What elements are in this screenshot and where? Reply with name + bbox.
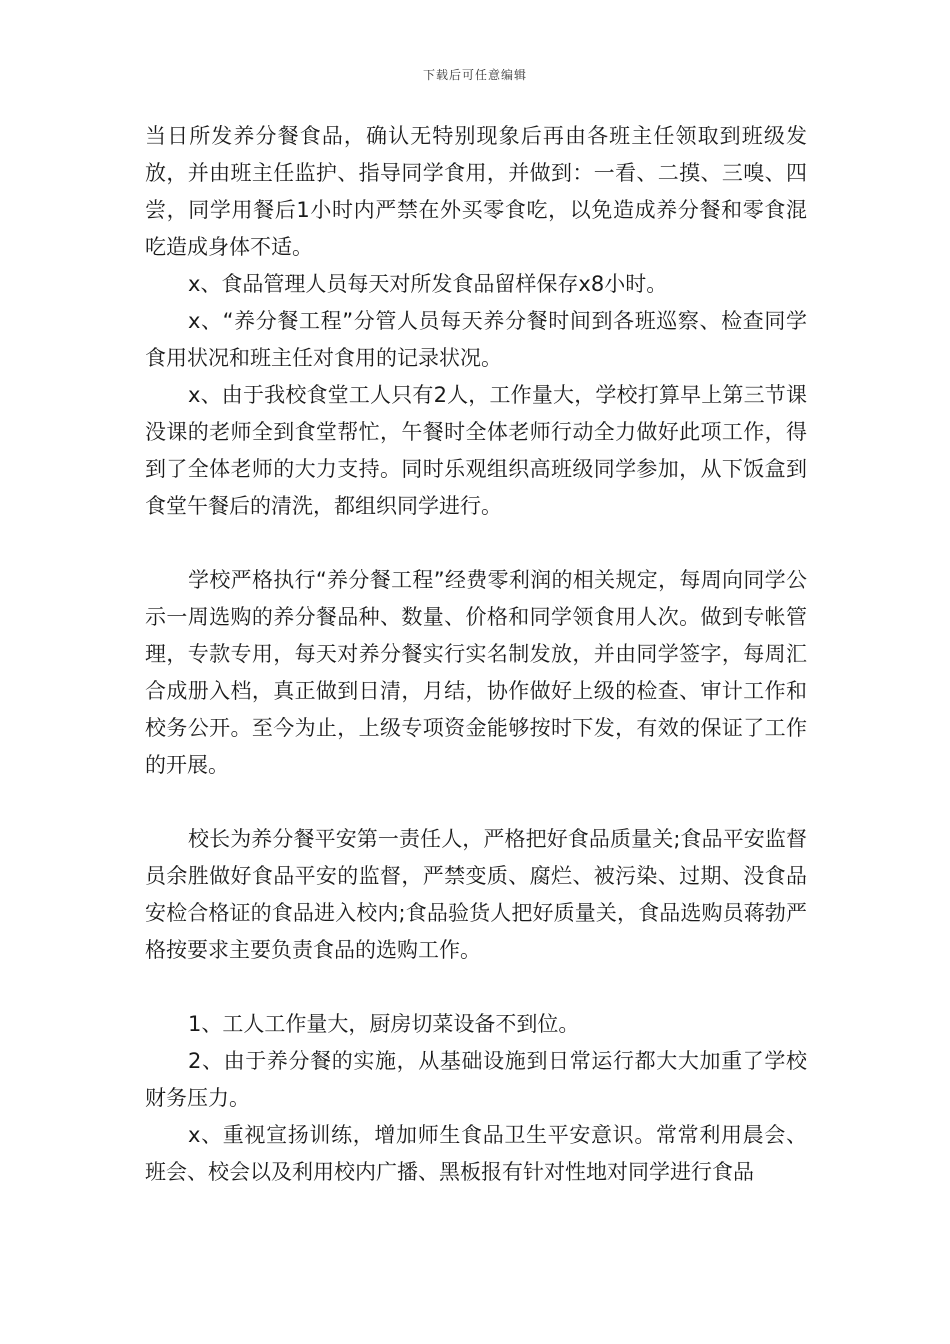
paragraph-spacer	[145, 525, 807, 562]
list-item-1: 1、工人工作量大，厨房切菜设备不到位。	[188, 1012, 580, 1036]
list-item-2: 2、由于养分餐的实施，从基础设施到日常运行都大大加重了学校财务压力。	[145, 1049, 807, 1110]
document-body	[145, 118, 807, 1191]
paragraph-2: x、食品管理人员每天对所发食品留样保存x8小时。	[188, 272, 668, 296]
page-header: 下载后可任意编辑	[422, 68, 527, 82]
paragraph-7: x、重视宣扬训练，增加师生食品卫生平安意识。常常利用晨会、班会、校会以及利用校内广播、黑板报有针对性地对同学进行食品	[145, 1123, 807, 1184]
paragraph-4: x、由于我校食堂工人只有2人，工作量大，学校打算早上第三节课没课的老师全到食堂帮忙，午餐时全体老师行动全力做好此项工作，得到了全体老师的大力支持。同时乐观组织高班级同学参加，从下饭盒到食堂午餐后的清洗，都组织同学进行。	[145, 383, 807, 518]
paragraph-5: 学校严格执行“养分餐工程”经费零利润的相关规定，每周向同学公示一周选购的养分餐品种、数量、价格和同学领食用人次。做到专帐管理，专款专用，每天对养分餐实行实名制发放，并由同学签字，每周汇合成册入档，真正做到日清，月结，协作做好上级的检查、审计工作和校务公开。至今为止，上级专项资金能够按时下发，有效的保证了工作的开展。	[145, 568, 807, 777]
paragraph-spacer	[145, 969, 807, 1006]
paragraph-3: x、“养分餐工程”分管人员每天养分餐时间到各班巡察、检查同学食用状况和班主任对食用的记录状况。	[145, 309, 807, 370]
paragraph-spacer	[145, 784, 807, 821]
paragraph-6: 校长为养分餐平安第一责任人，严格把好食品质量关;食品平安监督员余胜做好食品平安的监督，严禁变质、腐烂、被污染、过期、没食品安检合格证的食品进入校内;食品验货人把好质量关，食品选购员蒋勃严格按要求主要负责食品的选购工作。	[145, 827, 807, 962]
paragraph-1: 当日所发养分餐食品，确认无特别现象后再由各班主任领取到班级发放，并由班主任监护、指导同学食用，并做到：一看、二摸、三嗅、四尝，同学用餐后1小时内严禁在外买零食吃，以免造成养分餐和零食混吃造成身体不适。	[145, 124, 807, 259]
